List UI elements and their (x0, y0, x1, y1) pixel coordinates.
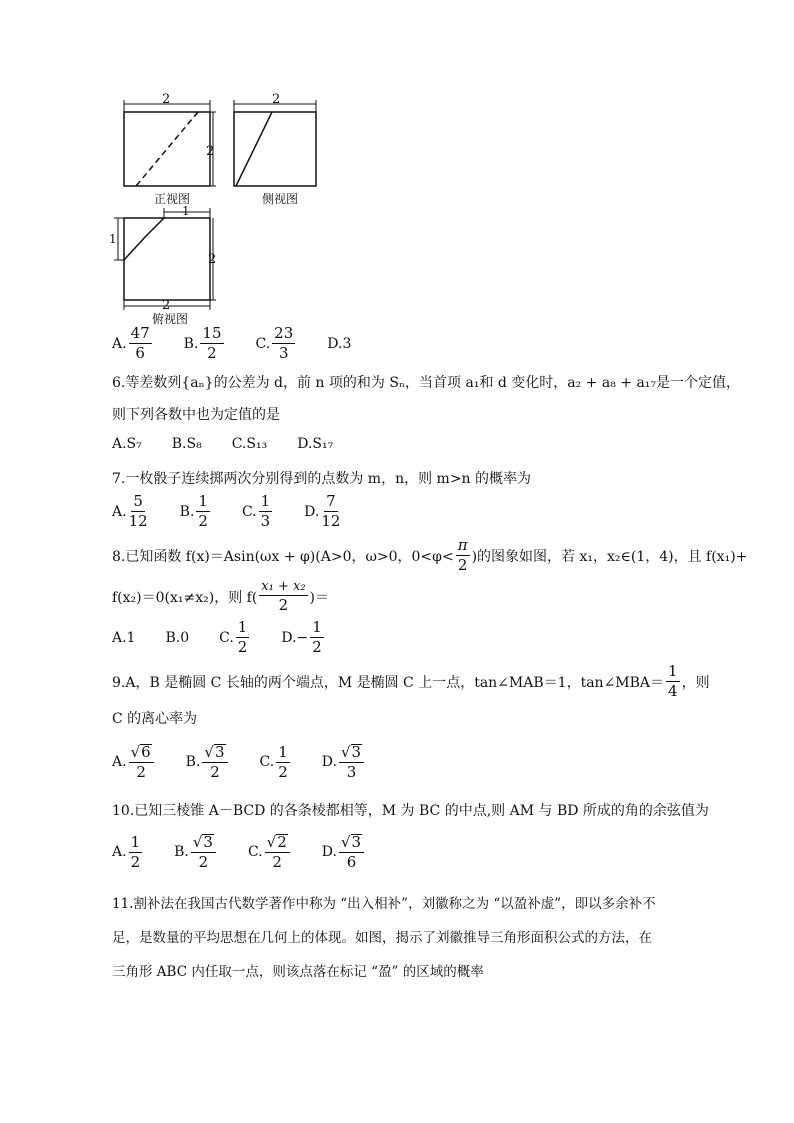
q8-text-line1: 8.已知函数 f(x)＝Asin(ωx + φ)(A>0，ω>0，0<φ< $\frac{\pi}{2}$ )的图象如图，若 x₁，x₂∈(1，4)，且 f(x₁)+ (112, 536, 748, 574)
top-width-dim: 2 (162, 298, 171, 313)
q6-option-c[interactable]: C.S₁₃ (231, 436, 268, 452)
q7-option-c[interactable]: C. $\frac{1}{3}$ (241, 492, 271, 530)
q9-option-b[interactable]: B. $\frac{√3}{2}$ (186, 744, 230, 780)
side-view-label: 侧视图 (262, 192, 299, 206)
top-view-label: 俯视图 (152, 312, 189, 326)
q8-option-b[interactable]: B.0 (165, 629, 190, 646)
fraction: $\frac{√3}{2}$ (202, 744, 227, 780)
q7-option-d[interactable]: D. $\frac{7}{12}$ (304, 492, 341, 530)
q9-text-line1: 9.A，B 是椭圆 C 长轴的两个端点，M 是椭圆 C 上一点，tan∠MAB＝1，tan∠MBA＝ $\frac{1}{4}$ ，则 (112, 662, 710, 700)
q9-option-d[interactable]: D. $\frac{√3}{3}$ (322, 744, 366, 780)
fraction: $\frac{47}{6}$ (130, 324, 150, 362)
three-view-figure (109, 92, 322, 330)
front-view-label: 正视图 (154, 192, 191, 206)
fraction: $\frac{23}{3}$ (274, 324, 294, 362)
q5-options (112, 326, 381, 361)
fraction: $\frac{√2}{2}$ (265, 834, 290, 870)
q6-option-d[interactable]: D.S₁₇ (297, 436, 334, 452)
side-view (234, 100, 316, 186)
three-view-drawing (112, 94, 322, 326)
fraction: $\frac{1}{2}$ (198, 492, 208, 530)
q6-text-line1: 6.等差数列{aₙ}的公差为 d，前 n 项的和为 Sₙ，当首项 a₁和 d 变化时，a₂ + a₈ + a₁₇是一个定值， (112, 375, 741, 391)
top-height-dim: 2 (208, 252, 217, 267)
q6-text-line2: 则下列各数中也为定值的是 (112, 407, 280, 423)
fraction: $\frac{\text{x₁ + x₂}}{2}$ (261, 579, 306, 614)
q7-options (112, 494, 372, 529)
q8-options (112, 620, 356, 655)
q11-text-line1: 11.割补法在我国古代数学著作中称为 “出入相补”，刘徽称之为 “以盈补虚”，即以多余补不 (112, 896, 656, 912)
q9-options (112, 744, 396, 780)
fraction: $\frac{1}{2}$ (237, 618, 248, 656)
q8-text-line2: f(x₂)＝0(x₁≠x₂)，则 f( $\frac{\text{x₁ + x₂}}{2}$ )＝ (112, 579, 330, 614)
q10-option-b[interactable]: B. $\frac{√3}{2}$ (174, 834, 218, 870)
fraction: $\frac{\pi}{2}$ (457, 536, 468, 574)
q8-option-d[interactable]: D.− $\frac{1}{2}$ (281, 618, 322, 656)
fraction: $\frac{√3}{2}$ (191, 834, 216, 870)
fraction: $\frac{1}{2}$ (278, 742, 288, 781)
front-width-dim: 2 (162, 92, 171, 107)
q10-option-c[interactable]: C. $\frac{√2}{2}$ (248, 834, 292, 870)
q9-text-line2: C 的离心率为 (112, 711, 198, 727)
q8-option-a[interactable]: A.1 (112, 629, 136, 646)
q6-option-a[interactable]: A.S₇ (112, 436, 142, 452)
q6-options (112, 436, 363, 452)
fraction: $\frac{√6}{2}$ (129, 744, 154, 780)
top-left-dim: 1 (109, 232, 117, 246)
front-view (124, 100, 216, 186)
side-width-dim: 2 (272, 92, 281, 107)
q5-option-c[interactable]: C. $\frac{23}{3}$ (255, 324, 294, 362)
fraction: $\frac{7}{12}$ (321, 492, 341, 530)
q5-option-a[interactable]: A. $\frac{47}{6}$ (112, 324, 150, 362)
top-offset-dim: 1 (182, 204, 190, 218)
q10-text: 10.已知三棱锥 A－BCD 的各条棱都相等，M 为 BC 的中点,则 AM 与 BD 所成的角的余弦值为 (112, 803, 709, 819)
q8-option-c[interactable]: C. $\frac{1}{2}$ (219, 618, 248, 656)
front-height-dim: 2 (206, 144, 215, 159)
fraction: $\frac{1}{4}$ (668, 662, 678, 700)
q10-option-a[interactable]: A. $\frac{1}{2}$ (112, 832, 141, 871)
q10-options (112, 834, 396, 870)
q11-text-line3: 三角形 ABC 内任取一点，则该点落在标记 “盈” 的区域的概率 (112, 964, 484, 980)
top-view (114, 208, 216, 310)
fraction: $\frac{1}{2}$ (130, 832, 141, 871)
q7-option-b[interactable]: B. $\frac{1}{2}$ (179, 492, 208, 530)
fraction: $\frac{1}{2}$ (312, 618, 322, 656)
fraction: $\frac{√3}{3}$ (339, 744, 364, 780)
q11-text-line2: 足，是数量的平均思想在几何上的体现。如图，揭示了刘徽推导三角形面积公式的方法，在 (112, 930, 652, 946)
q9-option-c[interactable]: C. $\frac{1}{2}$ (259, 742, 288, 781)
q5-option-d[interactable]: D.3 (327, 335, 352, 352)
q7-text: 7.一枚骰子连续掷两次分别得到的点数为 m，n，则 m>n 的概率为 (112, 471, 532, 487)
fraction: $\frac{1}{3}$ (260, 492, 271, 530)
q7-option-a[interactable]: A. $\frac{5}{12}$ (112, 492, 148, 530)
q5-option-b[interactable]: B. $\frac{15}{2}$ (183, 324, 222, 362)
q6-option-b[interactable]: B.S₈ (171, 436, 202, 452)
fraction: $\frac{15}{2}$ (202, 324, 222, 362)
fraction: $\frac{√3}{6}$ (339, 834, 364, 870)
q10-option-d[interactable]: D. $\frac{√3}{6}$ (322, 834, 366, 870)
fraction: $\frac{5}{12}$ (128, 492, 148, 530)
q9-option-a[interactable]: A. $\frac{√6}{2}$ (112, 744, 156, 780)
